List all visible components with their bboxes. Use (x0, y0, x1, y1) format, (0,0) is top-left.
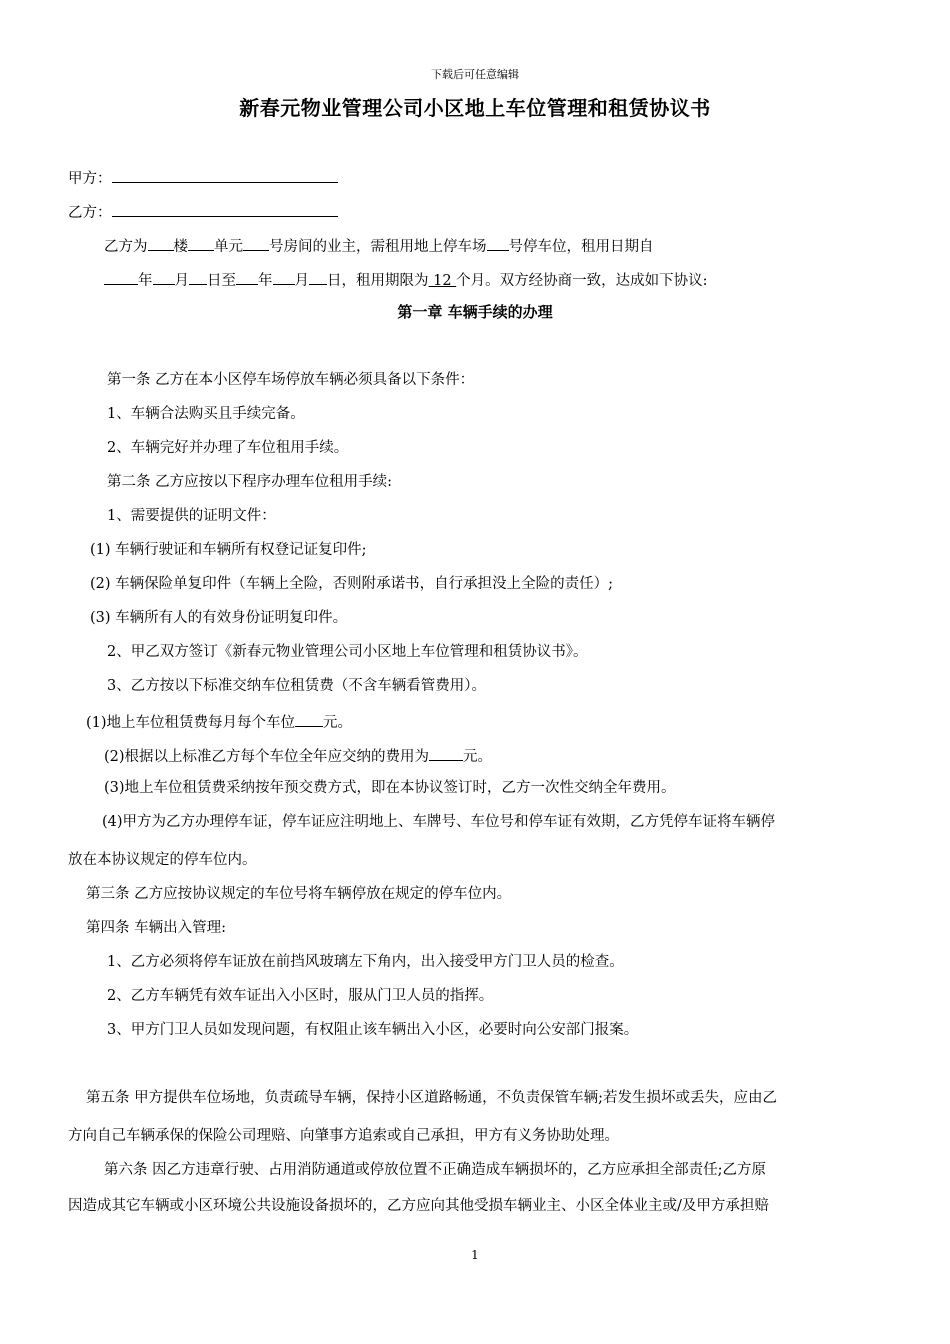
article-3: 第三条 乙方应按协议规定的车位号将车辆停放在规定的停车位内。 (86, 886, 512, 902)
article-2-item-3: 3、乙方按以下标准交纳车位租赁费（不含车辆看管费用）。 (107, 678, 486, 694)
intro-line-2 (104, 268, 708, 291)
article-6-line-1: 第六条 因乙方违章行驶、占用消防通道或停放位置不正确造成车辆损坏的，乙方应承担全部责任;乙方原 (104, 1162, 766, 1178)
intro-text: 单元 (214, 239, 243, 255)
unit-blank (188, 234, 214, 251)
fee-text: 元。 (323, 715, 353, 731)
fee-text: 元。 (463, 749, 493, 765)
article-5-line-2: 方向自己车辆承保的保险公司理赔、向肇事方追索或自己承担，甲方有义务协助处理。 (68, 1128, 619, 1144)
article-4-item-2: 2、乙方车辆凭有效车证出入小区时，服从门卫人员的指挥。 (107, 988, 494, 1004)
document-item-2: (2) 车辆保险单复印件（车辆上全险，否则附承诺书，自行承担没上全险的责任）; (90, 576, 614, 592)
party-a-line (68, 166, 338, 189)
intro-text: 乙方为 (104, 239, 148, 255)
document-item-3: (3) 车辆所有人的有效身份证明复印件。 (90, 610, 348, 626)
fee-item-1 (86, 710, 352, 733)
intro-text: 号停车位，租用日期自 (508, 239, 654, 255)
fee-item-2 (104, 744, 492, 767)
party-b-blank (112, 200, 338, 217)
article-4-item-3: 3、甲方门卫人员如发现问题，有权阻止该车辆出入小区，必要时向公安部门报案。 (107, 1022, 639, 1038)
party-b-line (68, 200, 338, 223)
article-1-item-2: 2、车辆完好并办理了车位租用手续。 (107, 440, 349, 456)
building-blank (148, 234, 174, 251)
intro-text: 号房间的业主，需租用地上停车场 (269, 239, 487, 255)
intro-text: 个月。双方经协商一致，达成如下协议: (456, 273, 708, 289)
header-note: 下载后可任意编辑 (431, 68, 519, 81)
article-2-item-1: 1、需要提供的证明文件： (107, 508, 276, 524)
annual-fee-blank (429, 744, 463, 761)
end-month-blank (273, 268, 295, 285)
start-month-blank (153, 268, 175, 285)
article-4: 第四条 车辆出入管理: (86, 920, 226, 936)
space-blank (487, 234, 509, 251)
intro-text: 月 (174, 273, 189, 289)
fee-item-3: (3)地上车位租赁费采纳按年预交费方式，即在本协议签订时，乙方一次性交纳全年费用。 (104, 780, 676, 796)
intro-line-1 (104, 234, 654, 257)
intro-text: 月 (294, 273, 309, 289)
document-title: 新春元物业管理公司小区地上车位管理和租赁协议书 (239, 96, 711, 120)
start-year-blank (104, 268, 138, 285)
end-year-blank (236, 268, 258, 285)
intro-text: 楼 (173, 239, 188, 255)
end-day-blank (309, 268, 327, 285)
party-a-blank (112, 166, 338, 183)
article-1: 第一条 乙方在本小区停车场停放车辆必须具备以下条件： (107, 372, 475, 388)
intro-text: 日至 (207, 273, 236, 289)
intro-text: 年 (138, 273, 153, 289)
monthly-fee-blank (295, 710, 323, 727)
article-6-line-2: 因造成其它车辆或小区环境公共设施设备损坏的，乙方应向其他受损车辆业主、小区全体业主或/及甲方承担赔 (68, 1198, 769, 1214)
article-2: 第二条 乙方应按以下程序办理车位租用手续: (107, 474, 392, 490)
article-5-line-1: 第五条 甲方提供车位场地，负责疏导车辆，保持小区道路畅通，不负责保管车辆;若发生损坏或丢失，应由乙 (86, 1090, 777, 1106)
lease-months-value: 12 (428, 273, 457, 289)
room-blank (243, 234, 269, 251)
chapter-heading: 第一章 车辆手续的办理 (397, 303, 553, 321)
document-item-1: (1) 车辆行驶证和车辆所有权登记证复印件; (90, 542, 367, 558)
party-a-label: 甲方： (68, 171, 112, 187)
fee-item-4-line-2: 放在本协议规定的停车位内。 (68, 852, 257, 868)
intro-text: 年 (258, 273, 273, 289)
article-2-item-2: 2、甲乙双方签订《新春元物业管理公司小区地上车位管理和租赁协议书》。 (107, 644, 588, 660)
article-4-item-1: 1、乙方必须将停车证放在前挡风玻璃左下角内，出入接受甲方门卫人员的检查。 (107, 954, 624, 970)
fee-text: (1)地上车位租赁费每月每个车位 (86, 715, 296, 731)
fee-text: (2)根据以上标准乙方每个车位全年应交纳的费用为 (104, 749, 430, 765)
fee-item-4-line-1: (4)甲方为乙方办理停车证，停车证应注明地上、车牌号、车位号和停车证有效期，乙方凭停车证将车辆停 (102, 814, 776, 830)
start-day-blank (189, 268, 207, 285)
page-number: 1 (471, 1248, 479, 1262)
article-1-item-1: 1、车辆合法购买且手续完备。 (107, 406, 305, 422)
intro-text: 日，租用期限为 (327, 273, 429, 289)
party-b-label: 乙方： (68, 205, 112, 221)
